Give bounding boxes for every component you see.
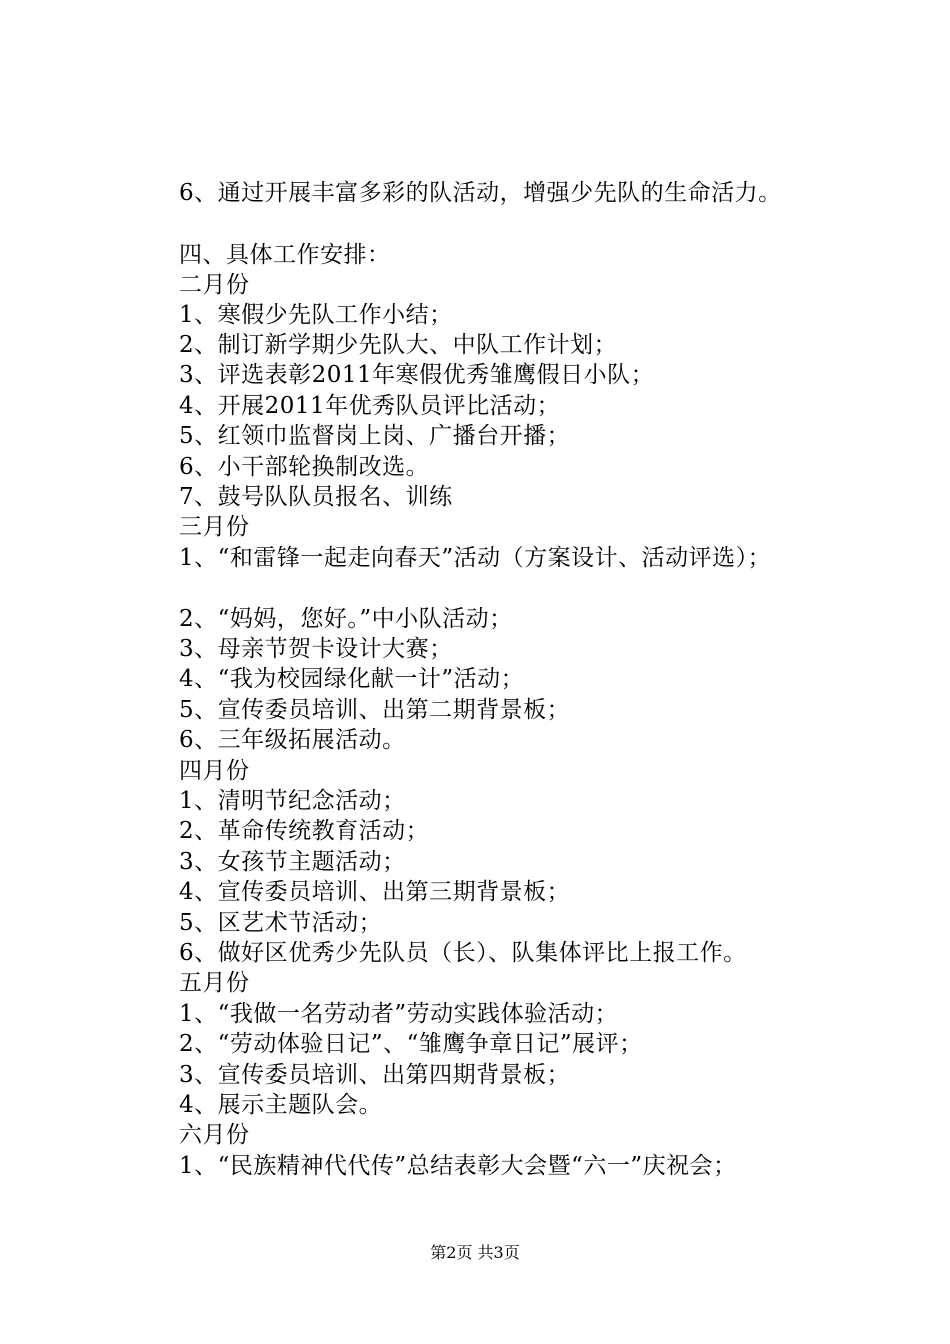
- text-line: 2、制订新学期少先队大、中队工作计划；: [179, 332, 618, 358]
- text-line: 6、小干部轮换制改选。: [179, 454, 430, 480]
- text-line: 4、“我为校园绿化献一计”活动；: [179, 666, 525, 692]
- text-line: 3、母亲节贺卡设计大赛；: [179, 636, 453, 662]
- page-footer: 第2页 共3页: [430, 1243, 520, 1262]
- text-line: 1、清明节纪念活动；: [179, 788, 406, 814]
- text-line: 1、“我做一名劳动者”劳动实践体验活动；: [179, 1001, 619, 1027]
- text-line: 5、宣传委员培训、出第二期背景板；: [179, 697, 571, 723]
- text-line: 1、“民族精神代代传”总结表彰大会暨“六一”庆祝会；: [179, 1153, 737, 1179]
- text-line: 6、三年级拓展活动。: [179, 727, 406, 753]
- month-heading: 五月份: [179, 970, 250, 996]
- month-heading: 六月份: [179, 1122, 250, 1148]
- text-line: 2、“劳动体验日记”、“雏鹰争章日记”展评；: [179, 1031, 643, 1057]
- text-line: 1、“和雷锋一起走向春天”活动（方案设计、活动评选）；: [179, 545, 772, 571]
- text-line: 4、开展2011年优秀队员评比活动；: [179, 393, 561, 419]
- text-line: 6、做好区优秀少先队员（长）、队集体评比上报工作。: [179, 940, 747, 966]
- text-line: 4、宣传委员培训、出第三期背景板；: [179, 879, 571, 905]
- text-line: 5、区艺术节活动；: [179, 910, 383, 936]
- text-line: 5、红领巾监督岗上岗、广播台开播；: [179, 423, 571, 449]
- text-line: 1、寒假少先队工作小结；: [179, 302, 453, 328]
- text-line: 7、鼓号队队员报名、训练: [179, 484, 453, 510]
- text-line: 3、评选表彰2011年寒假优秀雏鹰假日小队；: [179, 362, 655, 388]
- text-line: 6、通过开展丰富多彩的队活动，增强少先队的生命活力。: [179, 180, 782, 206]
- text-line: 4、展示主题队会。: [179, 1092, 383, 1118]
- month-heading: 四月份: [179, 758, 250, 784]
- text-line: 2、“妈妈，您好。”中小队活动；: [179, 606, 513, 632]
- text-line: 2、革命传统教育活动；: [179, 818, 430, 844]
- text-line: 3、宣传委员培训、出第四期背景板；: [179, 1062, 571, 1088]
- section-heading: 四、具体工作安排：: [179, 242, 391, 268]
- text-line: 3、女孩节主题活动；: [179, 849, 406, 875]
- month-heading: 三月份: [179, 514, 250, 540]
- month-heading: 二月份: [179, 272, 250, 298]
